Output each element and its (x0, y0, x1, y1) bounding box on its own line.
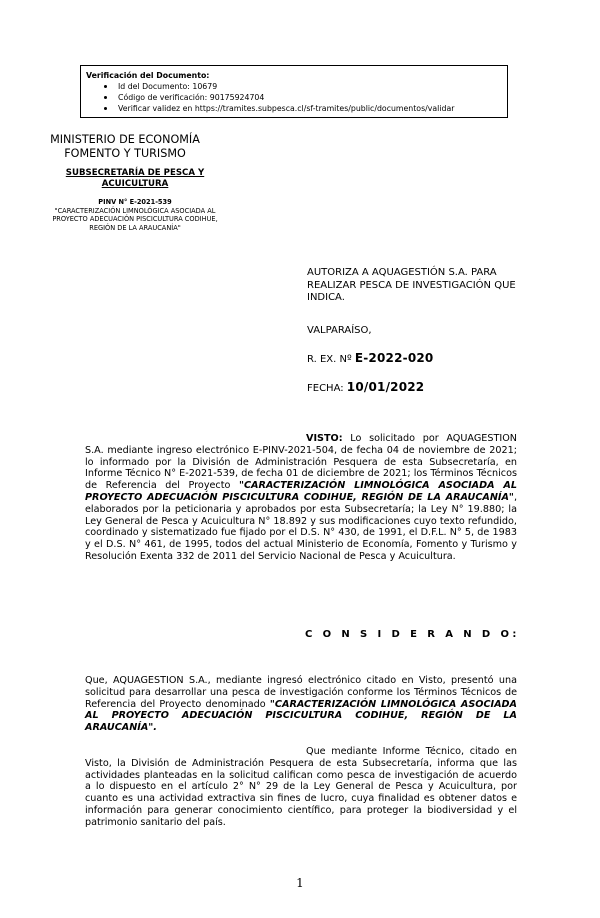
subsecretaria-title: SUBSECRETARÍA DE PESCA Y ACUICULTURA (65, 168, 205, 189)
ministry-line-2: FOMENTO Y TURISMO (64, 147, 186, 160)
verification-code: Código de verificación: 90175924704 (86, 92, 507, 103)
considerando-paragraph-2 (85, 746, 517, 829)
date-value: 10/01/2022 (346, 380, 425, 394)
visto-project-title: "CARACTERIZACIÓN LIMNOLÓGICA ASOCIADA AL PROYECTO ADECUACIÓN PISCICULTURA CODIHUE, REGIÓN DE LA ARAUCANÍA" (85, 480, 517, 503)
visto-label: VISTO: (306, 433, 343, 444)
considerando-paragraph-1 (85, 675, 517, 734)
pinv-number: PINV N° E-2021-539 (98, 198, 172, 206)
verification-box (80, 65, 508, 118)
verification-document-id: Id del Documento: 10679 (86, 81, 507, 92)
pinv-block (40, 198, 230, 233)
considerando-para2-text: Que mediante Informe Técnico, citado en Visto, la División de Administración Pesquera de esta Subsecretaría, informa que las actividades planteadas en la solicitud califican como pesca de investigación de acuerdo a lo dispuesto en el artículo 2° N° 29 de la Ley General de Pesca y Acuicultura, por cuanto es una actividad extractiva sin fines de lucro, cuya finalidad es obtener datos e información para generar conocimiento científico, para proteger la biodiversidad y el patrimonio sanitario del país. (85, 746, 517, 828)
resolution-date-line (307, 380, 424, 396)
considerando-heading: C O N S I D E R A N D O: (305, 629, 520, 640)
resolution-number-line (307, 351, 433, 367)
rex-number: E-2022-020 (354, 351, 434, 365)
verification-title: Verificación del Documento: (86, 71, 210, 80)
rex-label: R. EX. Nº (307, 354, 352, 365)
visto-text-2: , elaborados por la peticionaria y aprobados por esta Subsecretaría; la Ley N° 19.880; la Ley General de Pesca y Acuicultura N° 18.892 y sus modificaciones cuyo texto refundido, coordinado y sistematizado fue fijado por el D.S. N° 430, de 1991, el D.F.L. N° 5, de 1983 y el D.S. N° 461, de 1995, todos del actual Ministerio de Economía, Fomento y Turismo y Resolución Exenta 332 de 2011 del Servicio Nacional de Pesca y Acuicultura. (85, 491, 517, 562)
considerando-para1-text: Que, AQUAGESTION S.A., mediante ingresó electrónico citado en Visto, presentó una solicitud para desarrollar una pesca de investigación conforme los Términos Técnicos de Referencia del Proyecto denominado (85, 675, 517, 710)
resolution-place: VALPARAÍSO, (307, 325, 372, 336)
pinv-title: "CARACTERIZACIÓN LIMNOLÓGICA ASOCIADA AL PROYECTO ADECUACIÓN PISCICULTURA CODIHUE, REGIÓN DE LA ARAUCANÍA" (52, 206, 218, 233)
verification-list (86, 81, 507, 114)
ministry-header (20, 133, 230, 161)
resolution-subject: AUTORIZA A AQUAGESTIÓN S.A. PARA REALIZAR PESCA DE INVESTIGACIÓN QUE INDICA. (307, 267, 516, 303)
considerando-para1-title: "CARACTERIZACIÓN LIMNOLÓGICA ASOCIADA AL PROYECTO ADECUACIÓN PISCICULTURA CODIHUE, REGIÓN DE LA ARAUCANÍA". (85, 698, 517, 734)
date-label: FECHA: (307, 383, 344, 394)
page-number: 1 (296, 876, 304, 890)
visto-paragraph (85, 433, 517, 563)
verification-url: Verificar validez en https://tramites.subpesca.cl/sf-tramites/public/documentos/validar (86, 103, 507, 114)
ministry-line-1: MINISTERIO DE ECONOMÍA (50, 133, 200, 146)
visto-text-1: Lo solicitado por AQUAGESTION S.A. mediante ingreso electrónico E-PINV-2021-504, de fecha 04 de noviembre de 2021; lo informado por la División de Administración Pesquera de esta Subsecretaría, en Informe Técnico N° E-2021-539, de fecha 01 de diciembre de 2021; los Términos Técnicos de Referencia del Proyecto (85, 433, 517, 492)
